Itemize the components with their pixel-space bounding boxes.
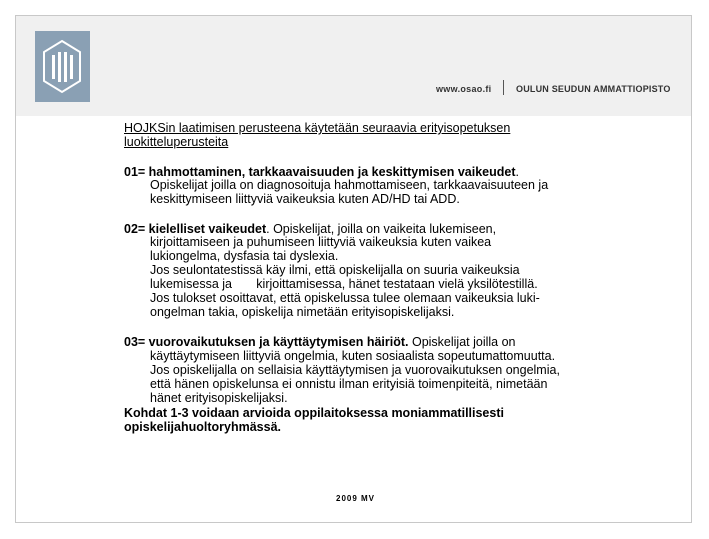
category-line: Jos tulokset osoittavat, että opiskelussa tulee olemaan vaikeuksia luki- <box>150 291 540 305</box>
category-term: 02= kielelliset vaikeudet <box>124 222 267 236</box>
site-url: www.osao.fi <box>436 84 492 94</box>
footer-label: 2009 MV <box>336 494 376 503</box>
conclusion-line: Kohdat 1-3 voidaan arvioida oppilaitoksessa moniammatillisesti <box>124 406 504 420</box>
category-line: kirjoittamiseen ja puhumiseen liittyviä vaikeuksia kuten vaikea <box>150 235 492 249</box>
category-line: keskittymiseen liittyviä vaikeuksia kuten AD/HD tai ADD. <box>150 192 460 206</box>
category-first-tail: Opiskelijat joilla on <box>408 335 516 349</box>
category-first-tail: Opiskelijat, joilla on vaikeita lukemiseen, <box>269 222 497 236</box>
org-name: OULUN SEUDUN AMMATTIOPISTO <box>516 84 671 94</box>
conclusion <box>124 406 624 434</box>
category-line: että hänen opiskelunsa ei onnistu ilman erityisiä toimenpiteitä, nimetään <box>150 377 548 391</box>
slide <box>15 15 692 523</box>
logo-icon <box>35 31 90 102</box>
category-item-01: 01= hahmottaminen, tarkkaavaisuuden ja keskittymisen vaikeudet. Opiskelijat joilla on diagnosoituja hahmottamiseen, tarkkaavaisuuteen ja keskittymiseen liittyviä vaikeuksia kuten AD/HD tai ADD. <box>124 165 624 206</box>
category-line: Jos seulontatestissä käy ilmi, että opiskelijalla on suuria vaikeuksia <box>150 263 520 277</box>
intro-heading <box>124 121 624 149</box>
category-term: 03= vuorovaikutuksen ja käyttäytymisen häiriöt. <box>124 335 409 349</box>
category-line: käyttäytymiseen liittyviä ongelmia, kuten sosiaalista sopeutumattomuutta. <box>150 349 556 363</box>
category-line: lukemisessa ja kirjoittamisessa, hänet testataan vielä yksilötestillä. <box>150 277 538 291</box>
content <box>124 121 624 434</box>
intro-line: HOJKSin laatimisen perusteena käytetään seuraavia erityisopetuksen <box>124 121 511 135</box>
conclusion-line: opiskelijahuoltoryhmässä. <box>124 420 281 434</box>
intro-line: luokitteluperusteita <box>124 135 229 149</box>
header-separator <box>503 80 504 95</box>
category-line: lukiongelma, dysfasia tai dyslexia. <box>150 249 339 263</box>
category-line: Opiskelijat joilla on diagnosoituja hahmottamiseen, tarkkaavaisuuteen ja <box>150 178 549 192</box>
category-item-03 <box>124 335 624 405</box>
category-line: Jos opiskelijalla on sellaisia käyttäytymisen ja vuorovaikutuksen ongelmia, <box>150 363 560 377</box>
header-band <box>16 16 691 116</box>
category-term: 01= hahmottaminen, tarkkaavaisuuden ja keskittymisen vaikeudet <box>124 165 516 179</box>
category-item-02: 02= kielelliset vaikeudet. Opiskelijat, joilla on vaikeita lukemiseen, kirjoittamiseen ja puhumiseen liittyviä vaikeuksia kuten vaikea lukiongelma, dysfasia tai dyslexia. Jos seulontatestissä käy ilmi, että opiskelijalla on suuria vaikeuksia lukemisessa ja kirjoittamisessa, hänet testataan vielä yksilötestillä. Jos tulokset osoittavat, että opiskelussa tulee olemaan vaikeuksia luki- ongelman takia, opiskelija nimetään erityisopiskelijaksi. <box>124 222 624 319</box>
category-line: ongelman takia, opiskelija nimetään erityisopiskelijaksi. <box>150 305 455 319</box>
category-line: hänet erityisopiskelijaksi. <box>150 391 288 405</box>
